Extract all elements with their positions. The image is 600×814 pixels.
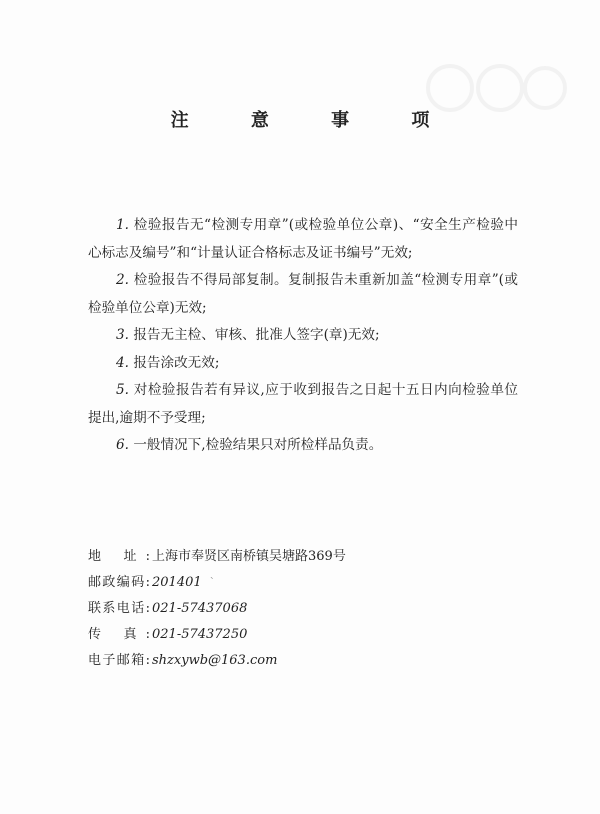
email-label: 电子邮箱: <box>88 653 150 668</box>
contact-row-email <box>88 648 346 674</box>
notice-text: 检验报告无“检测专用章”(或检验单位公章)、“安全生产检验中心标志及编号”和“计量认证合格标志及证书编号”无效; <box>88 217 518 261</box>
phone-value: 021-57437068 <box>152 601 248 616</box>
notice-text: 一般情况下,检验结果只对所检样品负责。 <box>133 437 383 453</box>
contact-row-fax <box>88 622 346 648</box>
notice-item <box>88 377 518 432</box>
page-title: 注 意 事 项 <box>170 110 458 131</box>
notice-text: 对检验报告若有异议,应于收到报告之日起十五日内向检验单位提出,逾期不予受理; <box>88 382 518 426</box>
notice-number: 3. <box>116 327 129 343</box>
notice-list <box>88 212 518 460</box>
contact-row-address <box>88 544 346 570</box>
stray-mark: ` <box>209 576 216 589</box>
notice-number: 1. <box>116 217 129 233</box>
notice-text: 检验报告不得局部复制。复制报告未重新加盖“检测专用章”(或检验单位公章)无效; <box>88 272 519 316</box>
fax-value: 021-57437250 <box>152 627 248 642</box>
notice-text: 报告无主检、审核、批准人签字(章)无效; <box>133 327 380 343</box>
notice-text: 报告涂改无效; <box>133 354 220 371</box>
notice-item <box>88 322 518 350</box>
address-label: 地 址: <box>88 549 150 564</box>
fax-label: 传 真: <box>88 627 150 642</box>
notice-number: 4. <box>116 354 129 371</box>
postcode-value: 201401 <box>152 575 202 590</box>
notice-number: 5. <box>116 382 129 398</box>
notice-item <box>88 212 518 267</box>
notice-item <box>88 267 518 322</box>
notice-number: 6. <box>116 437 129 453</box>
notice-item <box>88 350 518 378</box>
postcode-label: 邮政编码: <box>88 575 150 590</box>
phone-label: 联系电话: <box>88 601 150 616</box>
notice-item <box>88 432 518 460</box>
contact-info <box>88 544 346 674</box>
contact-row-postcode <box>88 570 346 596</box>
address-value: 上海市奉贤区南桥镇吴塘路369号 <box>152 549 346 564</box>
contact-row-phone <box>88 596 346 622</box>
notice-number: 2. <box>116 272 129 288</box>
email-value: shzxywb@163.com <box>152 653 278 668</box>
